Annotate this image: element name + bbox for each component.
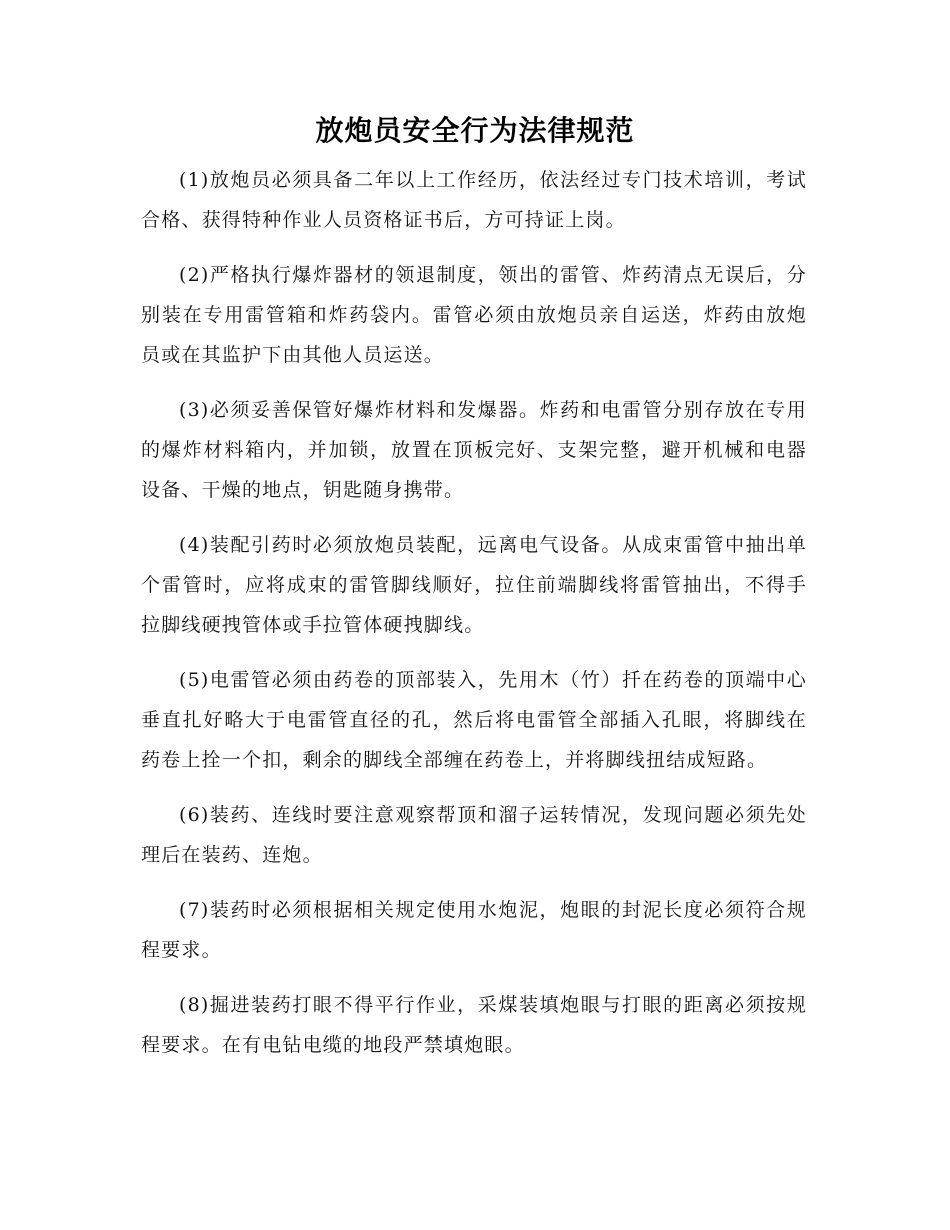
document-title: 放炮员安全行为法律规范	[315, 114, 635, 147]
paragraph-8: (8)掘进装药打眼不得平行作业，采煤装填炮眼与打眼的距离必须按规程要求。在有电钻电缆的地段严禁填炮眼。	[141, 994, 807, 1056]
paragraph-6: (6)装药、连线时要注意观察帮顶和溜子运转情况，发现问题必须先处理后在装药、连炮。	[141, 804, 807, 866]
paragraph-7: (7)装药时必须根据相关规定使用水炮泥，炮眼的封泥长度必须符合规程要求。	[141, 899, 807, 961]
document-body	[141, 160, 807, 1080]
paragraph-5: (5)电雷管必须由药卷的顶部装入，先用木（竹）扦在药卷的顶端中心垂直扎好略大于电雷管直径的孔，然后将电雷管全部插入孔眼，将脚线在药卷上拴一个扣，剩余的脚线全部缠在药卷上，并将脚线扭结成短路。	[141, 669, 807, 771]
paragraph-3: (3)必须妥善保管好爆炸材料和发爆器。炸药和电雷管分别存放在专用的爆炸材料箱内，并加锁，放置在顶板完好、支架完整，避开机械和电器设备、干燥的地点，钥匙随身携带。	[141, 399, 807, 501]
paragraph-2: (2)严格执行爆炸器材的领退制度，领出的雷管、炸药清点无误后，分别装在专用雷管箱和炸药袋内。雷管必须由放炮员亲自运送，炸药由放炮员或在其监护下由其他人员运送。	[141, 264, 807, 366]
paragraph-4: (4)装配引药时必须放炮员装配，远离电气设备。从成束雷管中抽出单个雷管时，应将成束的雷管脚线顺好，拉住前端脚线将雷管抽出，不得手拉脚线硬拽管体或手拉管体硬拽脚线。	[141, 534, 807, 636]
paragraph-1: (1)放炮员必须具备二年以上工作经历，依法经过专门技术培训，考试合格、获得特种作业人员资格证书后，方可持证上岗。	[141, 169, 807, 231]
